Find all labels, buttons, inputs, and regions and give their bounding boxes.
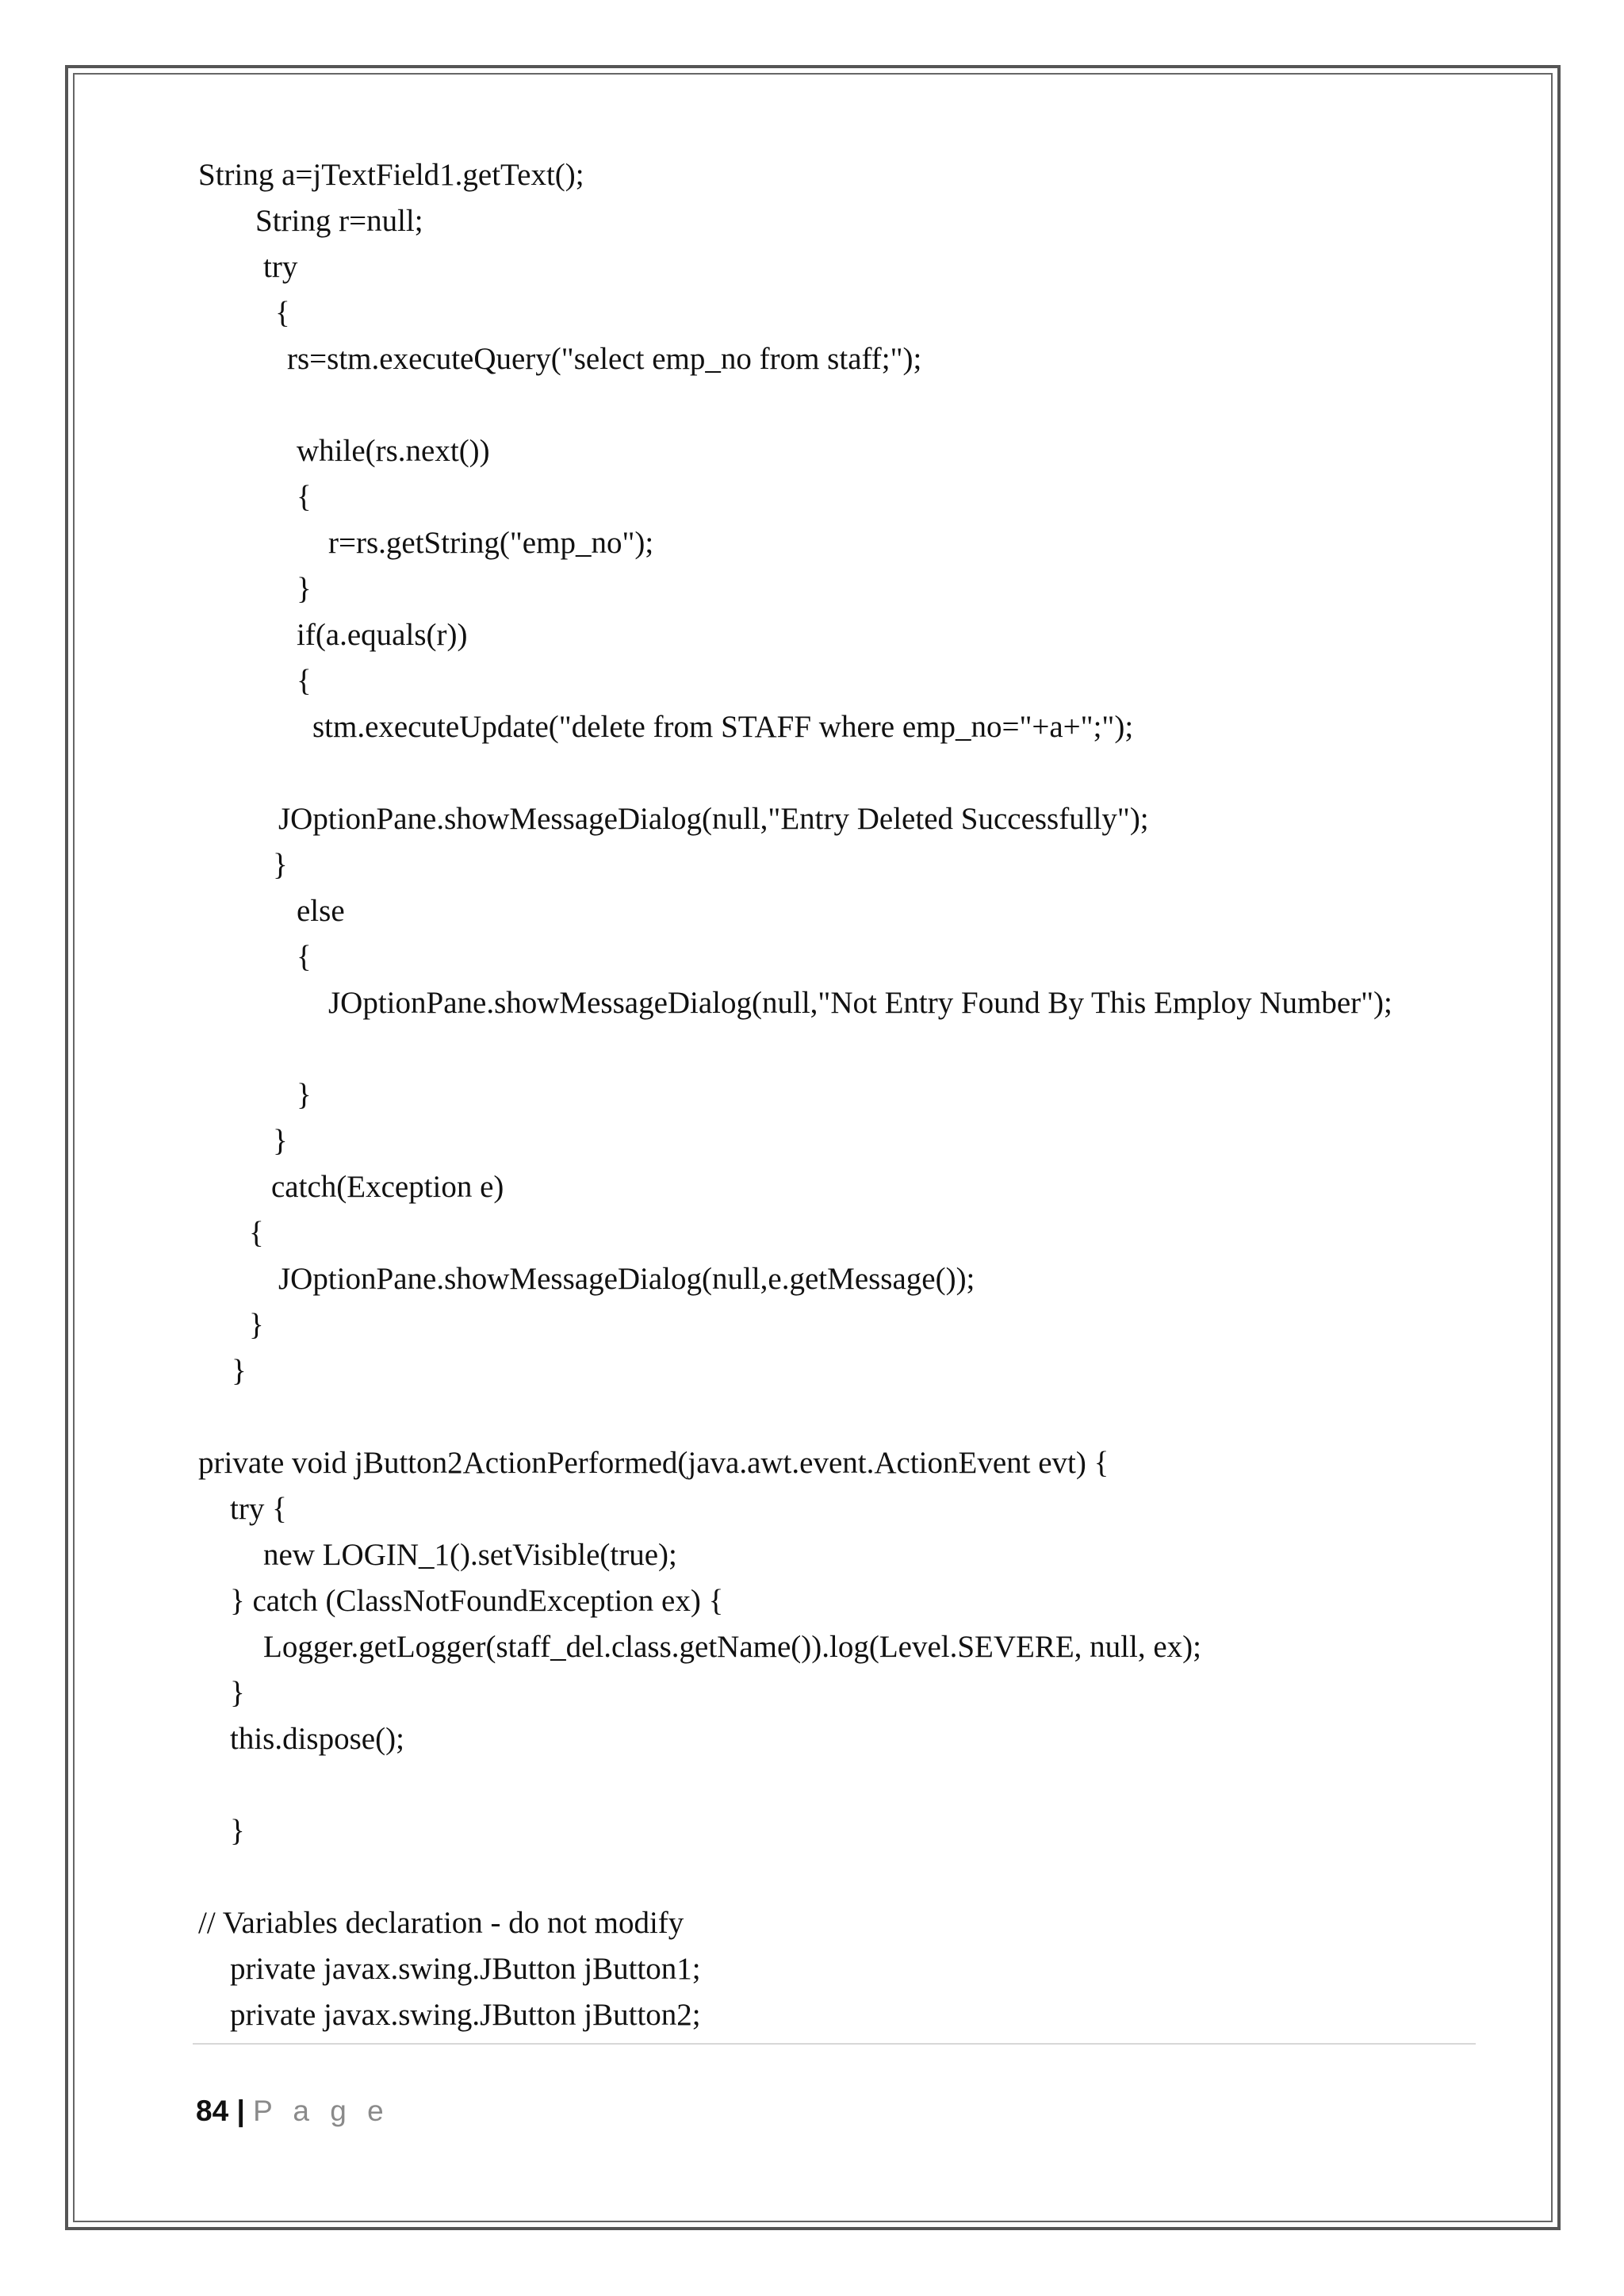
code-line: } (249, 1308, 264, 1342)
code-line: if(a.equals(r)) (297, 618, 468, 652)
code-line: stm.executeUpdate("delete from STAFF where emp_no="+a+";"); (312, 710, 1134, 744)
code-line: private void jButton2ActionPerformed(java.awt.event.ActionEvent evt) { (198, 1446, 1109, 1480)
code-line: this.dispose(); (230, 1722, 404, 1756)
code-line: { (275, 296, 290, 330)
code-line: while(rs.next()) (297, 434, 490, 468)
code-line: } (297, 1078, 312, 1112)
code-line: } (230, 1676, 245, 1710)
code-line: private javax.swing.JButton jButton1; (230, 1952, 701, 1986)
code-line: { (297, 480, 312, 514)
code-line: catch(Exception e) (271, 1170, 504, 1204)
code-line: } catch (ClassNotFoundException ex) { (230, 1584, 724, 1618)
code-line: // Variables declaration - do not modify (198, 1906, 684, 1940)
code-line: } (232, 1354, 247, 1388)
code-line: private javax.swing.JButton jButton2; (230, 1998, 701, 2032)
code-line: JOptionPane.showMessageDialog(null,"Not Entry Found By This Employ Number"); (328, 986, 1392, 1020)
code-line: new LOGIN_1().setVisible(true); (263, 1538, 677, 1572)
page-footer (196, 2094, 390, 2129)
code-line: } (273, 1124, 288, 1158)
page-number: 84 (196, 2095, 229, 2127)
code-line: } (297, 572, 312, 606)
code-line: JOptionPane.showMessageDialog(null,e.getMessage()); (278, 1262, 975, 1296)
code-line: else (297, 894, 345, 928)
code-line: { (249, 1216, 264, 1250)
code-line: { (297, 940, 312, 974)
footer-divider (193, 2043, 1476, 2045)
code-line: { (297, 664, 312, 698)
code-line: rs=stm.executeQuery("select emp_no from staff;"); (287, 342, 922, 376)
code-line: try { (230, 1492, 287, 1526)
code-line: String r=null; (255, 204, 423, 238)
code-line: } (273, 848, 288, 882)
footer-separator: | (236, 2095, 245, 2127)
code-line: try (263, 250, 298, 284)
page-label: P a g e (253, 2095, 390, 2127)
code-line: Logger.getLogger(staff_del.class.getName()).log(Level.SEVERE, null, ex); (263, 1630, 1201, 1664)
code-line: String a=jTextField1.getText(); (198, 158, 584, 192)
code-line: } (230, 1814, 245, 1848)
code-line: JOptionPane.showMessageDialog(null,"Entry Deleted Successfully"); (278, 802, 1149, 836)
code-line: r=rs.getString("emp_no"); (328, 526, 654, 560)
